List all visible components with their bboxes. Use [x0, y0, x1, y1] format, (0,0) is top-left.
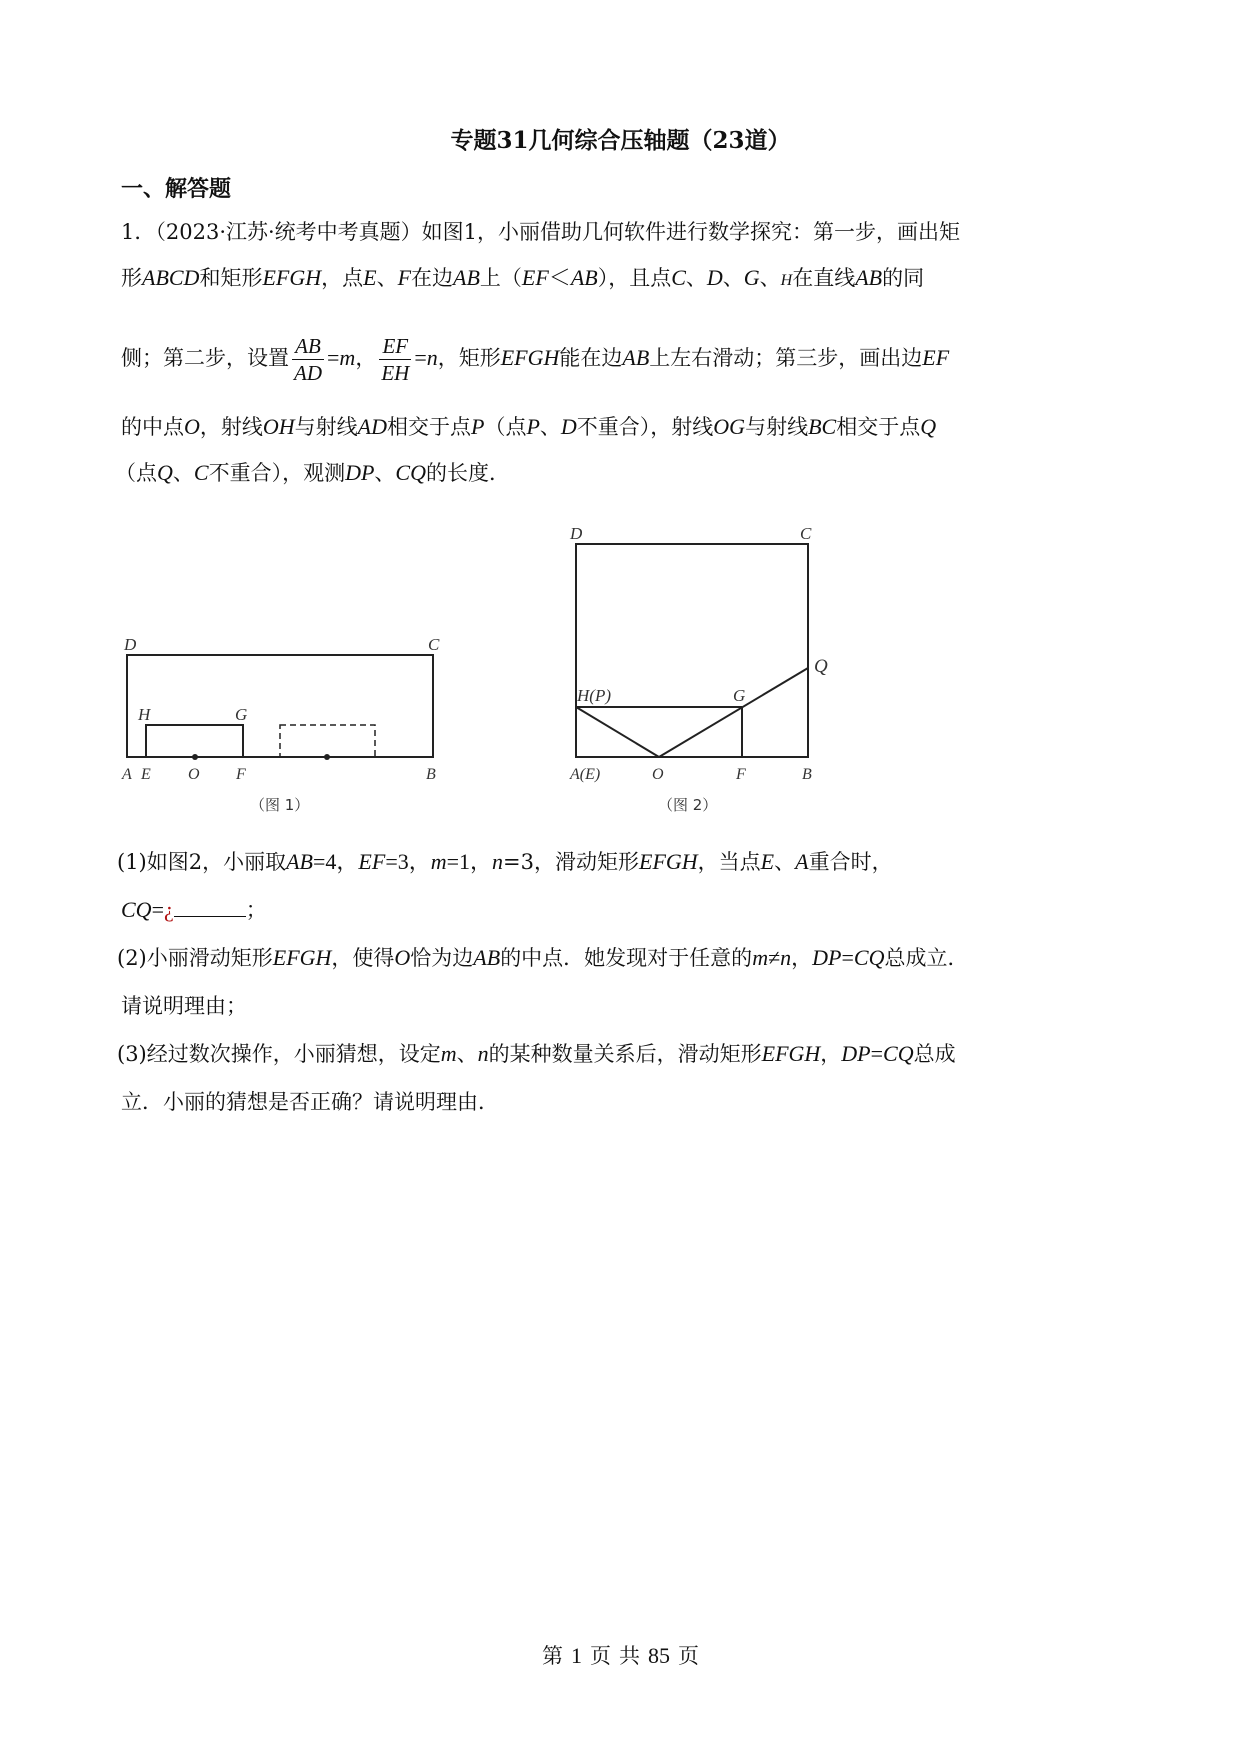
math-op: ≠	[768, 945, 781, 970]
text: （点	[115, 461, 157, 485]
math-var: CQ	[395, 460, 426, 485]
point-o	[192, 754, 198, 760]
text: =3，	[385, 849, 431, 874]
math-var: A	[795, 849, 809, 874]
math-var: E	[363, 265, 377, 290]
label-d: D	[124, 635, 137, 654]
text: 如图1，小丽借助几何软件进行数学探究：第一步，画出矩	[421, 220, 961, 244]
text: ，	[820, 1042, 842, 1066]
rect-abcd-2	[576, 544, 808, 757]
math-var: DP	[812, 945, 842, 970]
question-3-line-1	[117, 1039, 956, 1069]
text: 相交于点	[836, 415, 921, 439]
label-h: H	[138, 705, 151, 724]
problem-line-5	[115, 458, 510, 488]
text: 侧；第二步，设置	[121, 346, 289, 370]
math-var: Q	[920, 414, 937, 439]
math-var: E	[760, 849, 775, 874]
label-ae: A(E)	[570, 766, 601, 783]
text: 不重合），射线	[576, 415, 714, 439]
math-var: AB	[622, 345, 650, 370]
math-var: EFGH	[761, 1041, 821, 1066]
label-a: A	[122, 766, 132, 783]
label-f-2: F	[736, 766, 746, 783]
math-var: EFGH	[272, 945, 332, 970]
page-total: 85	[648, 1643, 670, 1668]
text: 总成立．	[884, 946, 969, 970]
text: (3)经过数次操作，小丽猜想，设定	[117, 1042, 441, 1066]
problem-line-4	[121, 412, 936, 442]
math-var: EF	[922, 345, 950, 370]
text: ；	[245, 898, 267, 922]
text: 、	[759, 266, 781, 290]
fraction-ab-ad	[292, 333, 324, 386]
math-var: AB	[453, 265, 480, 290]
numerator: EF	[379, 333, 411, 360]
text: =3，滑动矩形	[503, 850, 640, 874]
text: 、	[539, 415, 561, 439]
text: 上左右滑动；第三步，画出边	[649, 346, 923, 370]
label-q: Q	[814, 656, 828, 677]
rect-efgh	[146, 725, 243, 757]
answer-blank[interactable]	[174, 898, 246, 917]
math-var: EF	[521, 265, 549, 290]
math-var: n	[780, 945, 792, 970]
math-var: DP	[841, 1041, 871, 1066]
text: 与射线	[745, 415, 809, 439]
math-var: EF	[358, 849, 386, 874]
math-var: m	[440, 1041, 457, 1066]
question-3-line-2: 立．小丽的猜想是否正确？请说明理由．	[121, 1090, 499, 1114]
text: ，	[791, 946, 813, 970]
problem-number: 1．	[121, 220, 156, 244]
text: 恰为边	[410, 946, 474, 970]
math-var: AB	[473, 945, 501, 970]
fraction-ef-eh	[379, 333, 411, 386]
text: 总成	[913, 1042, 956, 1066]
text: 的中点．她发现对于任意的	[500, 946, 753, 970]
label-d-2: D	[570, 524, 583, 543]
math-var: OG	[713, 414, 746, 439]
math-op: ＜	[548, 265, 571, 290]
text: =4，	[313, 849, 359, 874]
label-f: F	[236, 766, 246, 783]
question-2-line-2: 请说明理由；	[121, 994, 247, 1018]
question-1-line-2	[121, 895, 267, 925]
denominator: EH	[381, 361, 410, 385]
math-var: C	[193, 460, 209, 485]
footer-text: 页	[590, 1644, 611, 1668]
text: (1)如图2，小丽取	[117, 850, 287, 874]
label-b: B	[426, 766, 436, 783]
footer-text: 页	[678, 1644, 699, 1668]
text: 、	[376, 266, 398, 290]
page-title: 专题31几何综合压轴题（23道）	[450, 127, 791, 154]
math-var: n	[492, 849, 504, 874]
math-var: O	[394, 945, 411, 970]
footer-text: 第	[542, 1644, 563, 1668]
text: ，点	[321, 266, 364, 290]
math-var: H	[780, 272, 793, 289]
math-var: DP	[345, 460, 375, 485]
text: 、	[722, 266, 744, 290]
math-var: AB	[570, 265, 598, 290]
text: 在边	[411, 266, 454, 290]
math-var: m	[752, 945, 769, 970]
text: 重合时，	[808, 850, 893, 874]
math-var: F	[397, 265, 412, 290]
text: 形	[121, 266, 142, 290]
answer-mark: ¿	[163, 897, 174, 922]
text: 的同	[882, 266, 925, 290]
text: ，射线	[199, 415, 263, 439]
question-2-line-1	[117, 943, 968, 973]
label-c: C	[428, 635, 440, 654]
text: 不重合），观测	[208, 461, 346, 485]
math-var: ABCD	[142, 265, 200, 290]
math-var: D	[560, 414, 577, 439]
math-var: O	[184, 414, 200, 439]
label-o: O	[188, 766, 200, 783]
text: ，矩形	[437, 346, 501, 370]
text: 相交于点	[387, 415, 471, 439]
page-number: 1	[571, 1643, 582, 1668]
text: 与射线	[294, 415, 358, 439]
text: 、	[774, 850, 796, 874]
footer-text: 共	[619, 1644, 640, 1668]
math-var: EFGH	[500, 345, 560, 370]
label-g-2: G	[733, 686, 746, 705]
math-var: AB	[855, 265, 883, 290]
text: =1，	[446, 849, 493, 874]
math-var: P	[471, 414, 485, 439]
text: ），且点	[597, 266, 672, 290]
math-var: C	[671, 265, 686, 290]
math-var: AB	[286, 849, 313, 874]
math-op: =	[870, 1041, 884, 1066]
math-op: =	[151, 897, 164, 922]
section-heading: 一、解答题	[121, 176, 232, 202]
ray-oh	[576, 707, 659, 757]
text: 上（	[479, 266, 522, 290]
label-hp: H(P)	[577, 686, 611, 705]
math-var: CQ	[883, 1041, 914, 1066]
geometry-figures	[110, 515, 830, 825]
math-var: OH	[262, 414, 295, 439]
math-var: D	[706, 265, 723, 290]
text: (2)小丽滑动矩形	[117, 946, 273, 970]
math-op: =	[327, 345, 340, 370]
math-op: =	[414, 345, 427, 370]
label-o-2: O	[652, 766, 664, 783]
text: 在直线	[792, 266, 856, 290]
text: ，	[355, 346, 377, 370]
figure-1-caption: （图 1）	[250, 796, 310, 814]
math-var: AD	[357, 414, 387, 439]
text: ，使得	[331, 946, 395, 970]
label-g: G	[235, 705, 248, 724]
text: 、	[456, 1042, 478, 1066]
problem-line-2	[121, 263, 924, 296]
figure-2-caption: （图 2）	[658, 796, 718, 814]
figure-1	[121, 635, 440, 814]
math-var: m	[430, 849, 447, 874]
math-var: m	[339, 345, 356, 370]
text: 、	[685, 266, 707, 290]
figure-2	[569, 524, 828, 814]
math-var: G	[743, 265, 760, 290]
problem-source: （2023·江苏·统考中考真题）	[155, 220, 422, 244]
math-var: EFGH	[262, 265, 322, 290]
numerator: AB	[292, 333, 324, 360]
page-footer	[0, 1640, 1241, 1670]
point-o-slid	[324, 754, 330, 760]
question-1-line-1	[117, 847, 893, 877]
math-var: n	[477, 1041, 489, 1066]
text: 的某种数量关系后，滑动矩形	[488, 1042, 762, 1066]
math-var: EFGH	[639, 849, 698, 874]
math-var: P	[526, 414, 540, 439]
problem-line-1	[121, 217, 960, 247]
label-e: E	[141, 766, 151, 783]
text: 的中点	[121, 415, 184, 439]
problem-line-3	[121, 333, 949, 386]
text: 的长度．	[425, 461, 510, 485]
text: 、	[374, 461, 396, 485]
math-var: Q	[157, 460, 173, 485]
text: 和矩形	[199, 266, 263, 290]
label-c-2: C	[800, 524, 812, 543]
denominator: AD	[294, 361, 322, 385]
rect-abcd	[127, 655, 433, 757]
math-var: BC	[808, 414, 837, 439]
text: ，当点	[697, 850, 761, 874]
rect-efgh-slid	[280, 725, 375, 757]
text: （点	[484, 415, 527, 439]
text: 、	[172, 461, 194, 485]
label-b-2: B	[802, 766, 812, 783]
ray-og	[659, 668, 808, 757]
math-var: CQ	[121, 897, 152, 922]
math-var: CQ	[853, 945, 885, 970]
math-op: =	[841, 945, 854, 970]
text: 能在边	[559, 346, 623, 370]
math-var: n	[426, 345, 438, 370]
